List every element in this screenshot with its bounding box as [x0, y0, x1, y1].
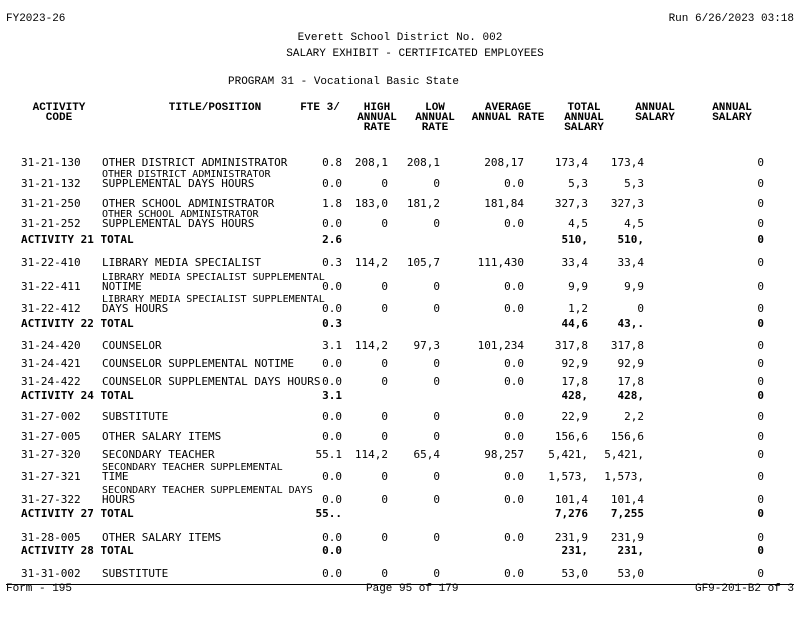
low-rate: 0	[433, 357, 440, 370]
title-subline: SECONDARY TEACHER SUPPLEMENTAL	[102, 462, 283, 473]
activity-code: 31-28-005	[21, 531, 81, 544]
annual-salary-3: 0	[757, 507, 764, 520]
high-rate: 208,1	[354, 156, 388, 169]
annual-salary-3: 0	[757, 375, 764, 388]
annual-salary-3: 0	[757, 177, 764, 190]
low-rate: 0	[433, 280, 440, 293]
annual-salary-2: 317,8	[610, 339, 644, 352]
high-rate: 0	[381, 375, 388, 388]
col-activity-code: ACTIVITY CODE	[32, 102, 86, 124]
average-rate: 0.0	[504, 493, 524, 506]
activity-code: 31-21-130	[21, 156, 81, 169]
annual-salary-2: 92,9	[617, 357, 644, 370]
annual-salary-2: 231,9	[610, 531, 644, 544]
activity-code: 31-27-322	[21, 493, 81, 506]
activity-code: 31-27-321	[21, 470, 81, 483]
total-salary: 231,9	[554, 531, 588, 544]
annual-salary-3: 0	[757, 470, 764, 483]
title-position: SUPPLEMENTAL DAYS HOURS	[102, 217, 255, 230]
title-position: HOURS	[102, 493, 136, 506]
table-row	[0, 376, 800, 390]
title-position: OTHER DISTRICT ADMINISTRATOR	[102, 156, 288, 169]
high-rate: 0	[381, 531, 388, 544]
high-rate: 114,2	[354, 339, 388, 352]
annual-salary-3: 0	[757, 233, 764, 246]
title-subline: OTHER SCHOOL ADMINISTRATOR	[102, 209, 259, 220]
annual-salary-3: 0	[757, 567, 764, 580]
high-rate: 183,0	[354, 197, 388, 210]
activity-code: 31-21-132	[21, 177, 81, 190]
table-row	[0, 169, 800, 192]
table-row	[0, 257, 800, 271]
average-rate: 208,17	[484, 156, 524, 169]
annual-salary-2: 173,4	[610, 156, 644, 169]
title-position: OTHER SALARY ITEMS	[102, 531, 222, 544]
annual-salary-3: 0	[757, 217, 764, 230]
high-rate: 0	[381, 280, 388, 293]
annual-salary-2: 510,	[617, 233, 644, 246]
total-salary: 7,276	[554, 507, 588, 520]
fte-value: 0.0	[322, 375, 342, 388]
average-rate: 0.0	[504, 410, 524, 423]
total-salary: 44,6	[561, 317, 588, 330]
report-title: SALARY EXHIBIT - CERTIFICATED EMPLOYEES	[286, 48, 544, 60]
title-subline: LIBRARY MEDIA SPECIALIST SUPPLEMENTAL	[102, 272, 325, 283]
annual-salary-2: 53,0	[617, 567, 644, 580]
low-rate: 0	[433, 217, 440, 230]
annual-salary-3: 0	[757, 280, 764, 293]
fte-value: 0.0	[322, 531, 342, 544]
title-position: COUNSELOR SUPPLEMENTAL NOTIME	[102, 357, 295, 370]
activity-code: ACTIVITY 21 TOTAL	[21, 233, 134, 246]
table-row	[0, 462, 800, 485]
col-high-rate: HIGH ANNUAL RATE	[357, 102, 397, 134]
col-annual-salary-3: ANNUAL SALARY	[712, 102, 752, 124]
annual-salary-2: 0	[637, 302, 644, 315]
annual-salary-3: 0	[757, 357, 764, 370]
high-rate: 0	[381, 357, 388, 370]
annual-salary-3: 0	[757, 197, 764, 210]
table-row	[0, 294, 800, 317]
low-rate: 65,4	[413, 448, 440, 461]
high-rate: 0	[381, 493, 388, 506]
high-rate: 0	[381, 410, 388, 423]
activity-code: 31-22-411	[21, 280, 81, 293]
title-position: TIME	[102, 470, 129, 483]
annual-salary-2: 4,5	[624, 217, 644, 230]
title-subline: SECONDARY TEACHER SUPPLEMENTAL DAYS	[102, 485, 313, 496]
average-rate: 0.0	[504, 280, 524, 293]
annual-salary-2: 1,573,	[604, 470, 644, 483]
title-position: OTHER SALARY ITEMS	[102, 430, 222, 443]
average-rate: 0.0	[504, 217, 524, 230]
total-salary: 5,3	[568, 177, 588, 190]
title-position: SUBSTITUTE	[102, 410, 169, 423]
activity-code: 31-27-002	[21, 410, 81, 423]
fte-value: 0.0	[322, 177, 342, 190]
table-row	[0, 358, 800, 372]
high-rate: 114,2	[354, 256, 388, 269]
table-row	[0, 272, 800, 295]
col-fte: FTE 3/	[300, 102, 340, 114]
title-position: OTHER SCHOOL ADMINISTRATOR	[102, 197, 275, 210]
table-row	[0, 411, 800, 425]
activity-code: 31-31-002	[21, 567, 81, 580]
annual-salary-3: 0	[757, 317, 764, 330]
table-row	[0, 485, 800, 508]
average-rate: 0.0	[504, 177, 524, 190]
annual-salary-2: 9,9	[624, 280, 644, 293]
annual-salary-3: 0	[757, 410, 764, 423]
annual-salary-3: 0	[757, 256, 764, 269]
annual-salary-3: 0	[757, 493, 764, 506]
program-title: PROGRAM 31 - Vocational Basic State	[228, 76, 460, 88]
average-rate: 181,84	[484, 197, 524, 210]
title-position: NOTIME	[102, 280, 142, 293]
col-annual-salary-2: ANNUAL SALARY	[635, 102, 675, 124]
activity-code: 31-21-252	[21, 217, 81, 230]
average-rate: 101,234	[477, 339, 524, 352]
low-rate: 0	[433, 531, 440, 544]
title-subline: LIBRARY MEDIA SPECIALIST SUPPLEMENTAL	[102, 294, 325, 305]
table-row	[0, 568, 800, 582]
low-rate: 181,2	[406, 197, 440, 210]
activity-total-row	[0, 545, 800, 559]
col-average-rate: AVERAGE ANNUAL RATE	[471, 102, 545, 124]
fte-value: 0.3	[322, 256, 342, 269]
fte-value: 0.0	[322, 217, 342, 230]
low-rate: 0	[433, 177, 440, 190]
col-title-position: TITLE/POSITION	[168, 102, 262, 114]
activity-code: ACTIVITY 28 TOTAL	[21, 544, 134, 557]
annual-salary-2: 428,	[617, 389, 644, 402]
high-rate: 0	[381, 177, 388, 190]
annual-salary-2: 101,4	[610, 493, 644, 506]
activity-code: 31-24-420	[21, 339, 81, 352]
average-rate: 0.0	[504, 375, 524, 388]
low-rate: 105,7	[406, 256, 440, 269]
total-salary: 9,9	[568, 280, 588, 293]
activity-code: ACTIVITY 27 TOTAL	[21, 507, 134, 520]
title-position: SUPPLEMENTAL DAYS HOURS	[102, 177, 255, 190]
fte-value: 0.0	[322, 493, 342, 506]
high-rate: 0	[381, 430, 388, 443]
total-salary: 317,8	[554, 339, 588, 352]
annual-salary-2: 5,3	[624, 177, 644, 190]
low-rate: 97,3	[413, 339, 440, 352]
low-rate: 208,1	[406, 156, 440, 169]
annual-salary-3: 0	[757, 302, 764, 315]
activity-total-row	[0, 390, 800, 404]
high-rate: 0	[381, 567, 388, 580]
title-position: DAYS HOURS	[102, 302, 169, 315]
col-total-salary: TOTAL ANNUAL SALARY	[564, 102, 604, 134]
activity-total-row	[0, 234, 800, 248]
average-rate: 0.0	[504, 470, 524, 483]
low-rate: 0	[433, 493, 440, 506]
total-salary: 101,4	[554, 493, 588, 506]
annual-salary-3: 0	[757, 544, 764, 557]
annual-salary-2: 17,8	[617, 375, 644, 388]
fte-value: 3.1	[322, 389, 342, 402]
average-rate: 0.0	[504, 567, 524, 580]
activity-code: 31-22-412	[21, 302, 81, 315]
average-rate: 0.0	[504, 531, 524, 544]
annual-salary-2: 33,4	[617, 256, 644, 269]
district-name: Everett School District No. 002	[297, 32, 503, 44]
low-rate: 0	[433, 410, 440, 423]
total-salary: 1,573,	[548, 470, 588, 483]
total-salary: 173,4	[554, 156, 588, 169]
activity-code: 31-24-422	[21, 375, 81, 388]
average-rate: 0.0	[504, 302, 524, 315]
title-position: COUNSELOR	[102, 339, 162, 352]
form-code: GF9-201-B2 of 3	[694, 583, 794, 595]
activity-code: 31-27-005	[21, 430, 81, 443]
activity-code: ACTIVITY 24 TOTAL	[21, 389, 134, 402]
total-salary: 4,5	[568, 217, 588, 230]
high-rate: 0	[381, 470, 388, 483]
annual-salary-2: 231,	[617, 544, 644, 557]
title-position: LIBRARY MEDIA SPECIALIST	[102, 256, 261, 269]
total-salary: 1,2	[568, 302, 588, 315]
fte-value: 0.0	[322, 544, 342, 557]
col-low-rate: LOW ANNUAL RATE	[415, 102, 455, 134]
low-rate: 0	[433, 470, 440, 483]
annual-salary-2: 5,421,	[604, 448, 644, 461]
run-timestamp: Run 6/26/2023 03:18	[668, 13, 794, 25]
annual-salary-3: 0	[757, 156, 764, 169]
annual-salary-2: 43,.	[617, 317, 644, 330]
total-salary: 53,0	[561, 567, 588, 580]
total-salary: 327,3	[554, 197, 588, 210]
fte-value: 0.0	[322, 302, 342, 315]
annual-salary-2: 327,3	[610, 197, 644, 210]
total-salary: 17,8	[561, 375, 588, 388]
annual-salary-3: 0	[757, 339, 764, 352]
high-rate: 114,2	[354, 448, 388, 461]
fte-value: 0.8	[322, 156, 342, 169]
fte-value: 3.1	[322, 339, 342, 352]
low-rate: 0	[433, 567, 440, 580]
annual-salary-3: 0	[757, 430, 764, 443]
total-salary: 510,	[561, 233, 588, 246]
total-salary: 33,4	[561, 256, 588, 269]
fte-value: 1.8	[322, 197, 342, 210]
title-subline: OTHER DISTRICT ADMINISTRATOR	[102, 169, 271, 180]
report-code: FY2023-26	[6, 13, 66, 25]
table-row	[0, 340, 800, 354]
page-number: Page 95 of 179	[366, 583, 459, 595]
annual-salary-3: 0	[757, 448, 764, 461]
fte-value: 0.0	[322, 410, 342, 423]
table-row	[0, 431, 800, 445]
total-salary: 156,6	[554, 430, 588, 443]
title-position: COUNSELOR SUPPLEMENTAL DAYS HOURS	[102, 375, 321, 388]
annual-salary-2: 2,2	[624, 410, 644, 423]
high-rate: 0	[381, 217, 388, 230]
activity-code: 31-21-250	[21, 197, 81, 210]
total-salary: 5,421,	[548, 448, 588, 461]
fte-value: 0.0	[322, 280, 342, 293]
average-rate: 98,257	[484, 448, 524, 461]
fte-value: 55.1	[315, 448, 342, 461]
average-rate: 0.0	[504, 430, 524, 443]
activity-total-row	[0, 318, 800, 332]
annual-salary-3: 0	[757, 531, 764, 544]
total-salary: 428,	[561, 389, 588, 402]
table-row	[0, 209, 800, 232]
fte-value: 0.0	[322, 430, 342, 443]
fte-value: 55..	[315, 507, 342, 520]
average-rate: 111,430	[477, 256, 524, 269]
low-rate: 0	[433, 302, 440, 315]
activity-code: 31-24-421	[21, 357, 81, 370]
annual-salary-2: 7,255	[610, 507, 644, 520]
title-position: SECONDARY TEACHER	[102, 448, 215, 461]
form-number: Form - 195	[6, 583, 73, 595]
high-rate: 0	[381, 302, 388, 315]
fte-value: 0.0	[322, 567, 342, 580]
total-salary: 92,9	[561, 357, 588, 370]
fte-value: 0.3	[322, 317, 342, 330]
activity-total-row	[0, 508, 800, 522]
low-rate: 0	[433, 375, 440, 388]
activity-code: 31-27-320	[21, 448, 81, 461]
fte-value: 0.0	[322, 470, 342, 483]
activity-code: ACTIVITY 22 TOTAL	[21, 317, 134, 330]
fte-value: 2.6	[322, 233, 342, 246]
annual-salary-2: 156,6	[610, 430, 644, 443]
annual-salary-3: 0	[757, 389, 764, 402]
average-rate: 0.0	[504, 357, 524, 370]
table-row	[0, 449, 800, 463]
title-position: SUBSTITUTE	[102, 567, 169, 580]
activity-code: 31-22-410	[21, 256, 81, 269]
low-rate: 0	[433, 430, 440, 443]
fte-value: 0.0	[322, 357, 342, 370]
total-salary: 22,9	[561, 410, 588, 423]
total-salary: 231,	[561, 544, 588, 557]
